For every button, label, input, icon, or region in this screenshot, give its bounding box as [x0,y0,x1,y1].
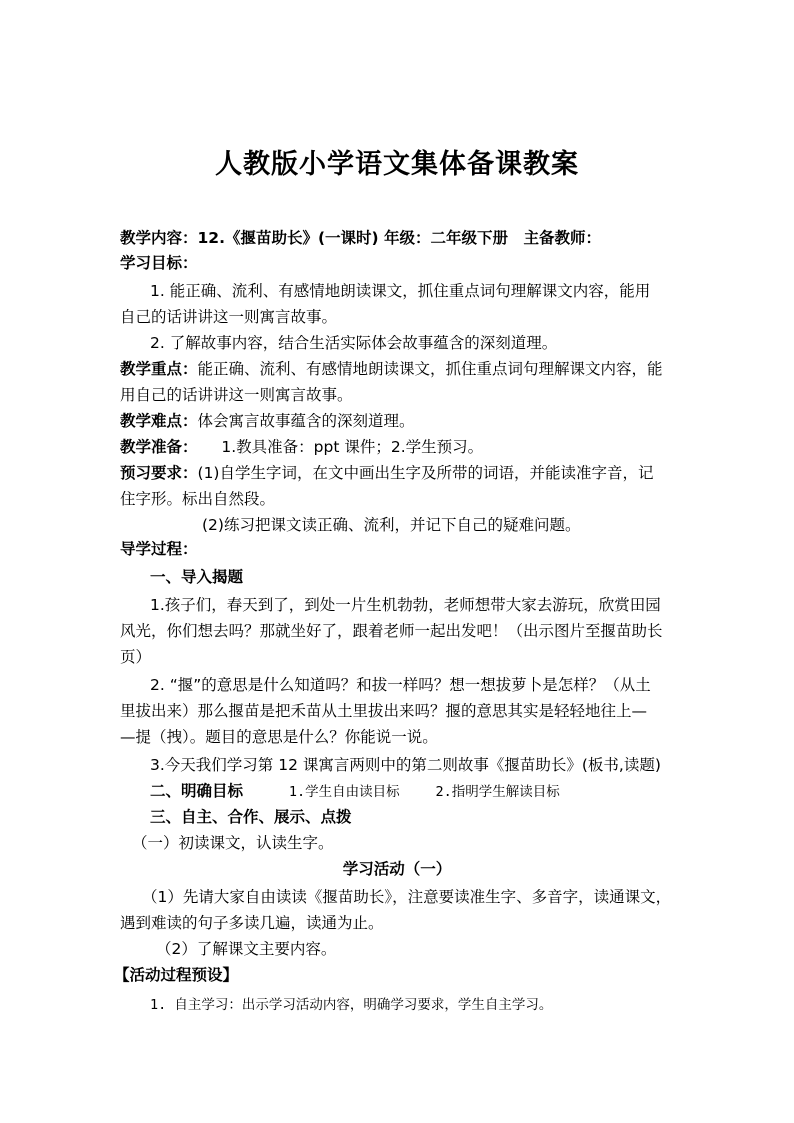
key-points-text: 能正确、流利、有感情地朗读课文，抓住重点词句理解课文内容，能 [197,360,663,378]
para-2-line-3: —提（拽）。题目的意思是什么？你能说一说。 [120,728,438,746]
preview-line-3: (2)练习把课文读正确、流利，并记下自己的疑难问题。 [202,516,581,534]
section-2-heading: 二、明确目标 [150,782,244,800]
activity-line-1: （1）先请大家自由读读《揠苗助长》，注意要读准生字、多音字，读通课文， [142,888,672,906]
para-3: 3.今天我们学习第 12 课寓言两则中的第二则故事《揠苗助长》(板书,读题) [150,756,661,774]
preview-line-2: 住字形。标出自然段。 [120,490,276,508]
activity-title: 学习活动（一） [342,860,452,878]
objective-line-2: 自己的话讲讲这一则寓言故事。 [120,308,338,326]
objectives-label: 学习目标： [120,254,198,272]
para-2-line-1: 2. “揠”的意思是什么知道吗？和拔一样吗？想一想拔萝卜是怎样？（从土 [150,676,651,694]
key-points-line-2: 用自己的话讲讲这一则寓言故事。 [120,386,353,404]
preparation-text: 1.教具准备：ppt 课件；2.学生预习。 [221,438,484,456]
para-2-line-2: 里拔出来）那么揠苗是把禾苗从土里拔出来吗？揠的意思其实是轻轻地往上— [120,702,648,720]
content-value: 12.《揠苗助长》(一课时) 年级：二年级下册 主备教师： [197,229,602,247]
document-title: 人教版小学语文集体备课教案 [215,149,579,180]
content-label: 教学内容： [120,229,198,247]
section-3-heading: 三、自主、合作、展示、点拨 [150,808,352,826]
para-1-line-2: 风光，你们想去吗？那就坐好了，跟着老师一起出发吧！（出示图片至揠苗助长 [120,622,663,640]
section-2-item-1: 1.学生自由读目标 [288,784,400,800]
preview-line-1 [120,462,680,484]
key-points-line-1 [120,358,680,380]
section-2-item-2: 2.指明学生解读目标 [435,784,560,800]
process-label: 导学过程： [120,540,198,558]
preview-label: 预习要求： [120,464,198,482]
section-2-line [150,780,710,803]
preset-label: 【活动过程预设】 [114,966,239,984]
para-1-line-1: 1.孩子们，春天到了，到处一片生机勃勃，老师想带大家去游玩，欣赏田园 [150,596,661,614]
difficulty-text: 体会寓言故事蕴含的深刻道理。 [197,412,415,430]
difficulty-line [120,410,680,432]
preset-line-1: 1. 自主学习：出示学习活动内容，明确学习要求，学生自主学习。 [150,997,553,1013]
preview-text-1: (1)自学生字词，在文中画出生字及所带的词语，并能读准字音，记 [197,464,654,482]
difficulty-label: 教学难点： [120,412,198,430]
objective-line-3: 2. 了解故事内容，结合生活实际体会故事蕴含的深刻道理。 [150,334,558,352]
para-1-line-3: 页） [120,648,152,666]
subsection-1: （一）初读课文，认读生字。 [132,834,334,852]
content-line [120,227,680,249]
objective-line-1: 1. 能正确、流利、有感情地朗读课文，抓住重点词句理解课文内容，能用 [150,282,651,300]
preparation-label: 教学准备： [120,438,198,456]
key-points-label: 教学重点： [120,360,198,378]
section-1-heading: 一、导入揭题 [150,568,244,586]
activity-line-3: （2）了解课文主要内容。 [156,940,337,958]
preparation-line [120,436,680,458]
activity-line-2: 遇到难读的句子多读几遍，读通为止。 [120,914,384,932]
